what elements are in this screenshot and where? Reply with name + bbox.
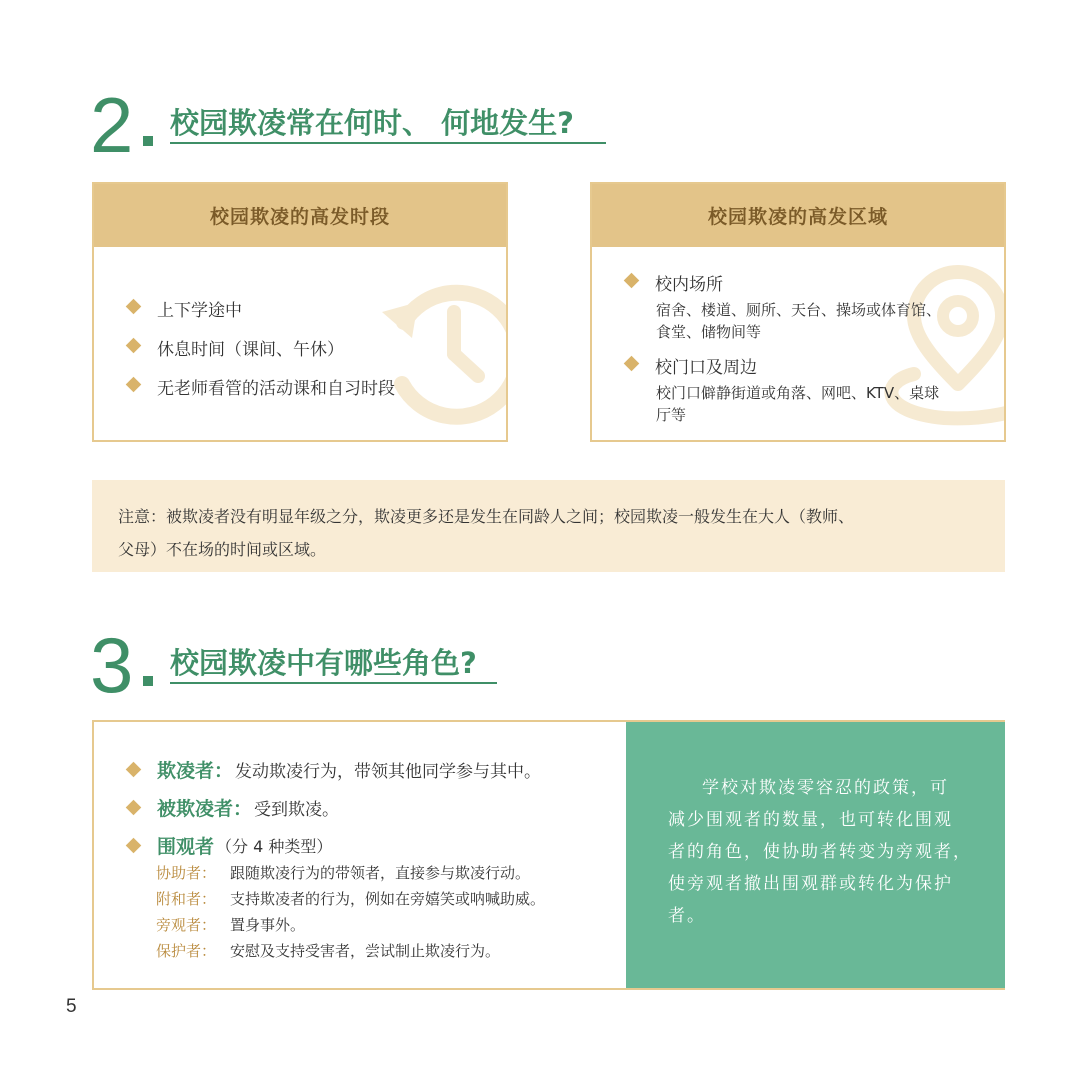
time-panel-heading: 校园欺凌的高发时段 xyxy=(94,184,506,247)
section-2-number: 2 xyxy=(90,81,134,169)
list-item xyxy=(626,353,941,426)
bystander-type-item xyxy=(156,938,545,964)
list-item-text: 无老师看管的活动课和自习时段 xyxy=(157,379,395,399)
diamond-bullet-icon xyxy=(624,273,640,289)
diamond-bullet-icon xyxy=(126,377,142,393)
policy-line: 者的角色，使协助者转变为旁观者， xyxy=(668,842,972,862)
section-2-dot xyxy=(143,136,153,146)
role-item xyxy=(128,788,541,826)
bystander-type-description: 置身事外。 xyxy=(230,916,306,934)
section-3-dot xyxy=(143,676,153,686)
list-item-detail: 宿舍、楼道、厕所、天台、操场或体育馆、 xyxy=(656,301,942,319)
bystander-type-item xyxy=(156,886,545,912)
bystander-type-item xyxy=(156,860,545,886)
diamond-bullet-icon xyxy=(126,761,142,777)
role-item xyxy=(128,750,541,788)
section-3-number: 3 xyxy=(90,621,134,709)
list-item-text: 休息时间（课间、午休） xyxy=(157,340,344,360)
section-3-heading xyxy=(90,621,510,709)
list-item-text: 上下学途中 xyxy=(157,301,242,321)
page-number: 5 xyxy=(66,996,77,1017)
diamond-bullet-icon xyxy=(126,338,142,354)
bystander-type-description: 支持欺凌者的行为，例如在旁嬉笑或呐喊助威。 xyxy=(230,890,546,908)
policy-line: 使旁观者撤出围观群或转化为保护 xyxy=(668,874,953,894)
bystander-type-name: 协助者： xyxy=(156,864,217,882)
roles-box xyxy=(92,720,1005,990)
note-box xyxy=(92,480,1005,572)
bystander-type-item xyxy=(156,912,545,938)
time-list xyxy=(128,296,395,413)
note-line: 父母）不在场的时间或区域。 xyxy=(118,540,327,559)
section-3-title: 校园欺凌中有哪些角色? xyxy=(170,646,477,680)
role-description: （分 4 种类型） xyxy=(216,836,333,856)
role-description: 受到欺凌。 xyxy=(254,799,340,820)
list-item xyxy=(626,270,941,343)
diamond-bullet-icon xyxy=(624,356,640,372)
diamond-bullet-icon xyxy=(126,299,142,315)
place-list xyxy=(626,270,941,426)
policy-line: 减少围观者的数量，也可转化围观 xyxy=(668,810,953,830)
diamond-bullet-icon xyxy=(126,799,142,815)
policy-line: 者。 xyxy=(668,906,706,926)
policy-panel xyxy=(626,722,1005,988)
section-3-underline xyxy=(170,682,497,684)
list-item-detail: 校门口僻静街道或角落、网吧、KTV、桌球 xyxy=(656,384,940,402)
list-item-detail: 厅等 xyxy=(656,406,687,424)
note-line: 注意：被欺凌者没有明显年级之分，欺凌更多还是发生在同龄人之间；校园欺凌一般发生在大人（教师、 xyxy=(118,507,855,526)
bystander-type-description: 安慰及支持受害者，尝试制止欺凌行为。 xyxy=(230,942,501,960)
bystander-types xyxy=(156,860,545,964)
section-2-title: 校园欺凌常在何时、 何地发生? xyxy=(170,106,574,140)
list-item-detail: 食堂、储物间等 xyxy=(656,323,762,341)
roles-list xyxy=(128,750,541,864)
list-item xyxy=(128,296,395,335)
role-name: 被欺凌者： xyxy=(157,797,253,820)
role-item xyxy=(128,826,541,864)
role-name: 欺凌者： xyxy=(157,759,234,782)
section-2-underline xyxy=(170,142,606,144)
bystander-type-description: 跟随欺凌行为的带领者，直接参与欺凌行动。 xyxy=(230,864,531,882)
time-panel xyxy=(92,182,508,442)
section-2-heading xyxy=(90,81,630,169)
policy-line: 学校对欺凌零容忍的政策，可 xyxy=(702,778,949,798)
place-panel xyxy=(590,182,1006,442)
roles-list-panel xyxy=(94,722,626,988)
bystander-type-name: 保护者： xyxy=(156,942,217,960)
list-item xyxy=(128,335,395,374)
bystander-type-name: 旁观者： xyxy=(156,916,217,934)
role-description: 发动欺凌行为，带领其他同学参与其中。 xyxy=(235,761,542,782)
list-item xyxy=(128,374,395,413)
list-item-label: 校门口及周边 xyxy=(655,358,757,378)
role-name: 围观者 xyxy=(157,835,215,858)
diamond-bullet-icon xyxy=(126,837,142,853)
list-item-label: 校内场所 xyxy=(655,275,723,295)
bystander-type-name: 附和者： xyxy=(156,890,217,908)
place-panel-heading: 校园欺凌的高发区域 xyxy=(592,184,1004,247)
